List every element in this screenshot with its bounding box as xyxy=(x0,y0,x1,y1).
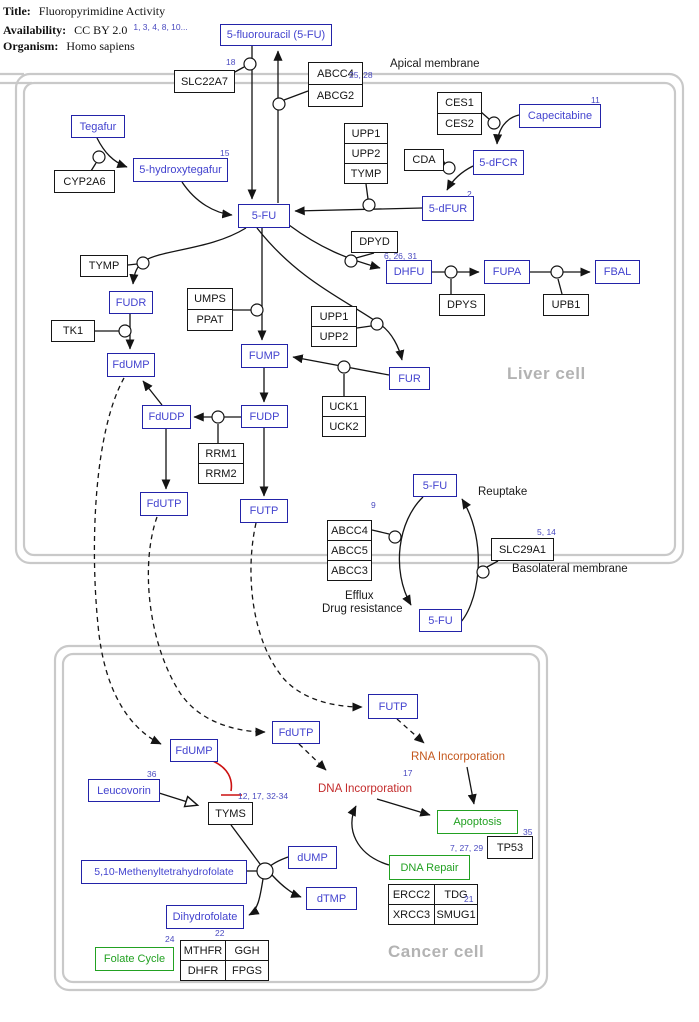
edge-5fu-baso-efflux xyxy=(399,497,423,605)
node-tk1[interactable]: TK1 xyxy=(51,320,95,342)
edge-dnaincorporation-apoptosis xyxy=(377,799,430,815)
node-uck2[interactable]: UCK2 xyxy=(322,416,366,437)
node-upp2-mid[interactable]: UPP2 xyxy=(311,326,357,347)
header-title-row xyxy=(3,3,188,19)
label-efflux: Efflux xyxy=(345,590,374,602)
node-tegafur[interactable]: Tegafur xyxy=(71,115,125,138)
node-fu-reuptake[interactable]: 5-FU xyxy=(413,474,457,497)
node-smug1[interactable]: SMUG1 xyxy=(434,904,478,925)
ref-dna-incorporation: 17 xyxy=(403,768,413,778)
node-folate-cycle[interactable]: Folate Cycle xyxy=(95,947,174,971)
ref-slc29a1: 5, 14 xyxy=(537,527,556,537)
node-fu-center[interactable]: 5-FU xyxy=(238,204,290,228)
node-hydroxytegafur[interactable]: 5-hydroxytegafur xyxy=(133,158,228,182)
organism-label: Organism: xyxy=(3,39,59,53)
edge-fdump-to-cancer xyxy=(94,378,161,744)
node-tyms[interactable]: TYMS xyxy=(208,802,253,825)
edge-dnarepair-dnaincorporation xyxy=(352,806,389,865)
edge-futp-rnaincorporation xyxy=(397,719,424,743)
node-abcc4-apical[interactable]: ABCC4 xyxy=(308,62,363,85)
ref-capecitabine: 11 xyxy=(591,95,600,105)
node-upp2-apical[interactable]: UPP2 xyxy=(344,143,388,164)
node-abcc5[interactable]: ABCC5 xyxy=(327,540,372,561)
label-apical-membrane: Apical membrane xyxy=(390,58,480,70)
node-rrm1[interactable]: RRM1 xyxy=(198,443,244,464)
node-slc22a7[interactable]: SLC22A7 xyxy=(174,70,235,93)
label-cancer-cell: Cancer cell xyxy=(388,942,485,961)
node-uck1[interactable]: UCK1 xyxy=(322,396,366,417)
edge-fdutp-to-cancer xyxy=(148,517,265,732)
ref-tyms: 12, 17, 32-34 xyxy=(238,791,289,801)
tyms-reaction-junction-circle xyxy=(257,863,273,879)
node-fpgs[interactable]: FPGS xyxy=(225,960,269,981)
node-dihydrofolate[interactable]: Dihydrofolate xyxy=(166,905,244,929)
organism-value: Homo sapiens xyxy=(66,39,135,53)
ref-abcc-baso: 9 xyxy=(371,500,376,510)
ref-dhfu: 6, 26, 31 xyxy=(384,251,418,261)
ref-leucovorin: 36 xyxy=(147,769,157,779)
node-dfcr[interactable]: 5-dFCR xyxy=(473,150,524,175)
node-fluorouracil-top[interactable]: 5-fluorouracil (5-FU) xyxy=(220,24,332,46)
header-organism-row xyxy=(3,38,188,54)
node-fupa[interactable]: FUPA xyxy=(484,260,530,284)
node-abcc3[interactable]: ABCC3 xyxy=(327,560,372,581)
node-dfur[interactable]: 5-dFUR xyxy=(422,196,474,221)
ref-dna-repair: 7, 27, 29 xyxy=(450,843,484,853)
edge-fdudp-fdump xyxy=(143,381,162,405)
edge-junction-dihydrofolate xyxy=(249,879,263,915)
node-dhfu[interactable]: DHFU xyxy=(386,260,432,284)
ref-folate-cycle: 24 xyxy=(165,934,175,944)
ref-slc22a7: 18 xyxy=(226,57,236,67)
header-availability-row xyxy=(3,19,188,38)
node-ces2[interactable]: CES2 xyxy=(437,113,482,135)
node-fdudp[interactable]: FdUDP xyxy=(142,405,191,429)
diagram-header xyxy=(3,3,188,54)
ref-abcc4: 25, 28 xyxy=(349,70,373,80)
node-dna-repair[interactable]: DNA Repair xyxy=(389,855,470,880)
node-fump[interactable]: FUMP xyxy=(241,344,288,368)
node-capecitabine[interactable]: Capecitabine xyxy=(519,104,601,128)
node-mthfr[interactable]: MTHFR xyxy=(180,940,226,961)
edge-capecitabine-5dfcr xyxy=(497,115,519,144)
node-fu-efflux[interactable]: 5-FU xyxy=(419,609,462,632)
node-xrcc3[interactable]: XRCC3 xyxy=(388,904,435,925)
edge-fdutp-dnaincorporation xyxy=(299,744,326,770)
node-fbal[interactable]: FBAL xyxy=(595,260,640,284)
node-fdump-liver[interactable]: FdUMP xyxy=(107,353,155,377)
edge-tyms-reaction-junction xyxy=(231,825,260,864)
node-dump[interactable]: dUMP xyxy=(288,846,337,869)
node-tdg[interactable]: TDG xyxy=(434,884,478,905)
node-dpys[interactable]: DPYS xyxy=(439,294,485,316)
node-apoptosis[interactable]: Apoptosis xyxy=(437,810,518,834)
edge-junction-dtmp xyxy=(272,875,301,897)
node-tymp-left[interactable]: TYMP xyxy=(80,255,128,277)
title-value: Fluoropyrimidine Activity xyxy=(38,4,166,18)
label-reuptake: Reuptake xyxy=(478,486,528,498)
node-leucovorin[interactable]: Leucovorin xyxy=(88,779,160,802)
ref-tdg: 21 xyxy=(464,894,474,904)
node-upb1[interactable]: UPB1 xyxy=(543,294,589,316)
ref-dfur: 2 xyxy=(467,189,472,199)
availability-refs: 1, 3, 4, 8, 10... xyxy=(133,22,188,32)
label-rna-incorporation: RNA Incorporation xyxy=(411,751,505,763)
node-tp53[interactable]: TP53 xyxy=(487,836,533,859)
node-umps[interactable]: UMPS xyxy=(187,288,233,310)
node-upp1-mid[interactable]: UPP1 xyxy=(311,306,357,327)
node-abcg2[interactable]: ABCG2 xyxy=(308,84,363,107)
label-dna-incorporation: DNA Incorporation xyxy=(318,783,412,795)
node-rrm2[interactable]: RRM2 xyxy=(198,463,244,484)
node-fudp[interactable]: FUDP xyxy=(241,405,288,428)
node-fudr[interactable]: FUDR xyxy=(109,291,153,314)
inhibition-curve xyxy=(213,761,231,791)
label-liver-cell: Liver cell xyxy=(507,364,586,383)
node-ppat[interactable]: PPAT xyxy=(187,309,233,331)
title-label: Title: xyxy=(3,4,31,18)
node-slc29a1[interactable]: SLC29A1 xyxy=(491,538,554,561)
availability-label: Availability: xyxy=(3,23,67,37)
edge-leucovorin-tyms-activation xyxy=(159,793,197,805)
label-drug-resistance: Drug resistance xyxy=(322,603,403,615)
node-ces1[interactable]: CES1 xyxy=(437,92,482,114)
node-cda[interactable]: CDA xyxy=(404,149,444,171)
node-dpyd[interactable]: DPYD xyxy=(351,231,398,253)
edge-5dfur-5fu xyxy=(295,208,422,211)
node-methenyltetrahydrofolate[interactable]: 5,10-Methenyltetrahydrofolate xyxy=(81,860,247,884)
node-ercc2[interactable]: ERCC2 xyxy=(388,884,435,905)
node-ggh[interactable]: GGH xyxy=(225,940,269,961)
inhibition-edge-fdump-tyms xyxy=(213,761,242,795)
label-basolateral-membrane: Basolateral membrane xyxy=(512,563,628,575)
edge-5hydroxytegafur-5fu xyxy=(182,182,232,215)
node-tymp-apical[interactable]: TYMP xyxy=(344,163,388,184)
node-fdump-cancer[interactable]: FdUMP xyxy=(170,739,218,762)
ref-hydroxytegafur: 15 xyxy=(220,148,230,158)
node-dtmp[interactable]: dTMP xyxy=(306,887,357,910)
availability-value: CC BY 2.0 xyxy=(74,23,128,37)
node-dhfr[interactable]: DHFR xyxy=(180,960,226,981)
ref-mthfr: 22 xyxy=(215,928,225,938)
node-fdutp-liver[interactable]: FdUTP xyxy=(140,492,188,516)
node-futp-cancer[interactable]: FUTP xyxy=(368,694,418,719)
edge-5fu-fudr xyxy=(133,228,246,284)
edge-rnaincorporation-apoptosis xyxy=(467,767,474,804)
node-fdutp-cancer[interactable]: FdUTP xyxy=(272,721,320,744)
node-abcc4-baso[interactable]: ABCC4 xyxy=(327,520,372,541)
node-futp-liver[interactable]: FUTP xyxy=(240,499,288,523)
node-upp1-apical[interactable]: UPP1 xyxy=(344,123,388,144)
node-fur[interactable]: FUR xyxy=(389,367,430,390)
ref-tp53: 35 xyxy=(523,827,533,837)
node-cyp2a6[interactable]: CYP2A6 xyxy=(54,170,115,193)
